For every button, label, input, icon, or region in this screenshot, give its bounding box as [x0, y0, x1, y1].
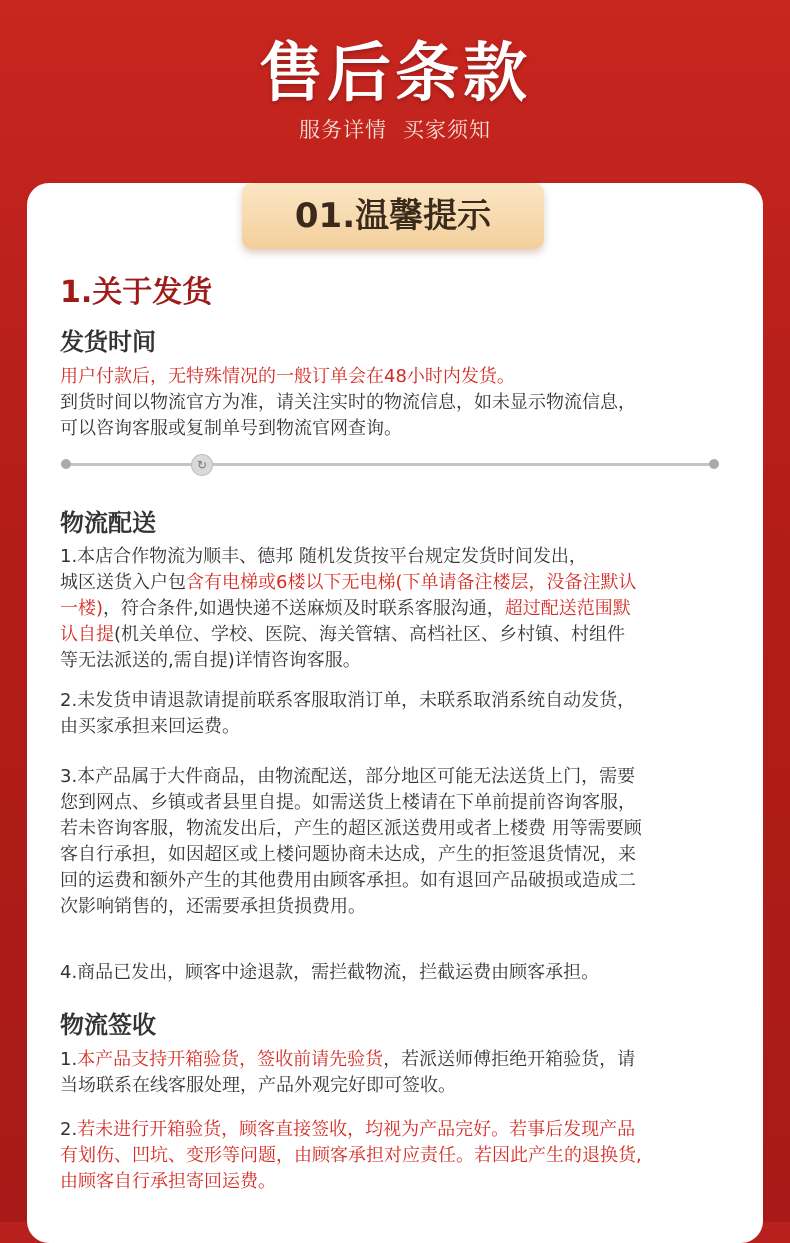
slider-dot-left — [61, 459, 71, 469]
text-line: 等无法派送的,需自提)详情咨询客服。 — [60, 650, 361, 671]
shipping-time-line: 可以咨询客服或复制单号到物流官网查询。 — [60, 418, 402, 439]
shipping-time-text — [60, 364, 755, 442]
text-line: 1.本产品支持开箱验货，签收前请先验货，若派送师傅拒绝开箱验货，请 — [60, 1049, 636, 1070]
subtitle-service-details: 服务详情 — [299, 118, 387, 142]
shipping-time-highlight: 用户付款后，无特殊情况的一般订单会在48小时内发货。 — [60, 366, 515, 387]
logistics-paragraph-4 — [60, 960, 755, 986]
text-line: 一楼)，符合条件,如遇快递不送麻烦及时联系客服沟通，超过配送范围默 — [60, 598, 631, 619]
logistics-paragraph-1 — [60, 544, 755, 674]
text-line: 3.本产品属于大件商品，由物流配送，部分地区可能无法送货上门，需要 — [60, 766, 636, 787]
text-line: 您到网点、乡镇或者县里自提。如需送货上楼请在下单前提前咨询客服， — [60, 792, 636, 813]
text-line: 4.商品已发出，顾客中途退款，需拦截物流，拦截运费由顾客承担。 — [60, 962, 600, 983]
text-line: 由顾客自行承担寄回运费。 — [60, 1171, 276, 1192]
page-subtitle — [0, 114, 790, 144]
text-line: 由买家承担来回运费。 — [60, 716, 240, 737]
text-line: 2.若未进行开箱验货，顾客直接签收，均视为产品完好。若事后发现产品 — [60, 1119, 636, 1140]
page-title: 售后条款 — [259, 37, 531, 111]
logistics-paragraph-2 — [60, 688, 755, 740]
text-line: 次影响销售的，还需要承担货损费用。 — [60, 896, 366, 917]
text-line: 1.本店合作物流为顺丰、德邦 随机发货按平台规定发货时间发出， — [60, 546, 587, 567]
divider-slider — [64, 458, 716, 472]
logistics-paragraph-3 — [60, 764, 755, 920]
shipping-time-line: 到货时间以物流官方为准，请关注实时的物流信息，如未显示物流信息， — [60, 392, 636, 413]
slider-knob-icon: ↻ — [191, 454, 213, 476]
text-line: 2.未发货申请退款请提前联系客服取消订单，未联系取消系统自动发货， — [60, 690, 636, 711]
text-line: 有划伤、凹坑、变形等问题，由顾客承担对应责任。若因此产生的退换货, — [60, 1145, 642, 1166]
text-line: 客自行承担，如因超区或上楼问题协商未达成，产生的拒签退货情况，来 — [60, 844, 636, 865]
signing-paragraph-1 — [60, 1047, 755, 1099]
section-heading-shipping: 1.关于发货 — [60, 275, 213, 310]
text-line: 回的运费和额外产生的其他费用由顾客承担。如有退回产品破损或造成二 — [60, 870, 636, 891]
heading-signing: 物流签收 — [60, 1011, 156, 1039]
section-tab: 01.温馨提示 — [242, 183, 544, 249]
heading-shipping-time: 发货时间 — [60, 328, 156, 356]
text-line: 城区送货入户包含有电梯或6楼以下无电梯(下单请备注楼层，没备注默认 — [60, 572, 637, 593]
slider-track — [64, 463, 716, 466]
text-line: 若未咨询客服，物流发出后，产生的超区派送费用或者上楼费 用等需要顾 — [60, 818, 642, 839]
slider-dot-right — [709, 459, 719, 469]
text-line: 认自提(机关单位、学校、医院、海关管辖、高档社区、乡村镇、村组件 — [60, 624, 626, 645]
subtitle-buyer-notice: 买家须知 — [403, 118, 491, 142]
signing-paragraph-2 — [60, 1117, 755, 1195]
text-line: 当场联系在线客服处理，产品外观完好即可签收。 — [60, 1075, 456, 1096]
heading-logistics: 物流配送 — [60, 509, 156, 537]
